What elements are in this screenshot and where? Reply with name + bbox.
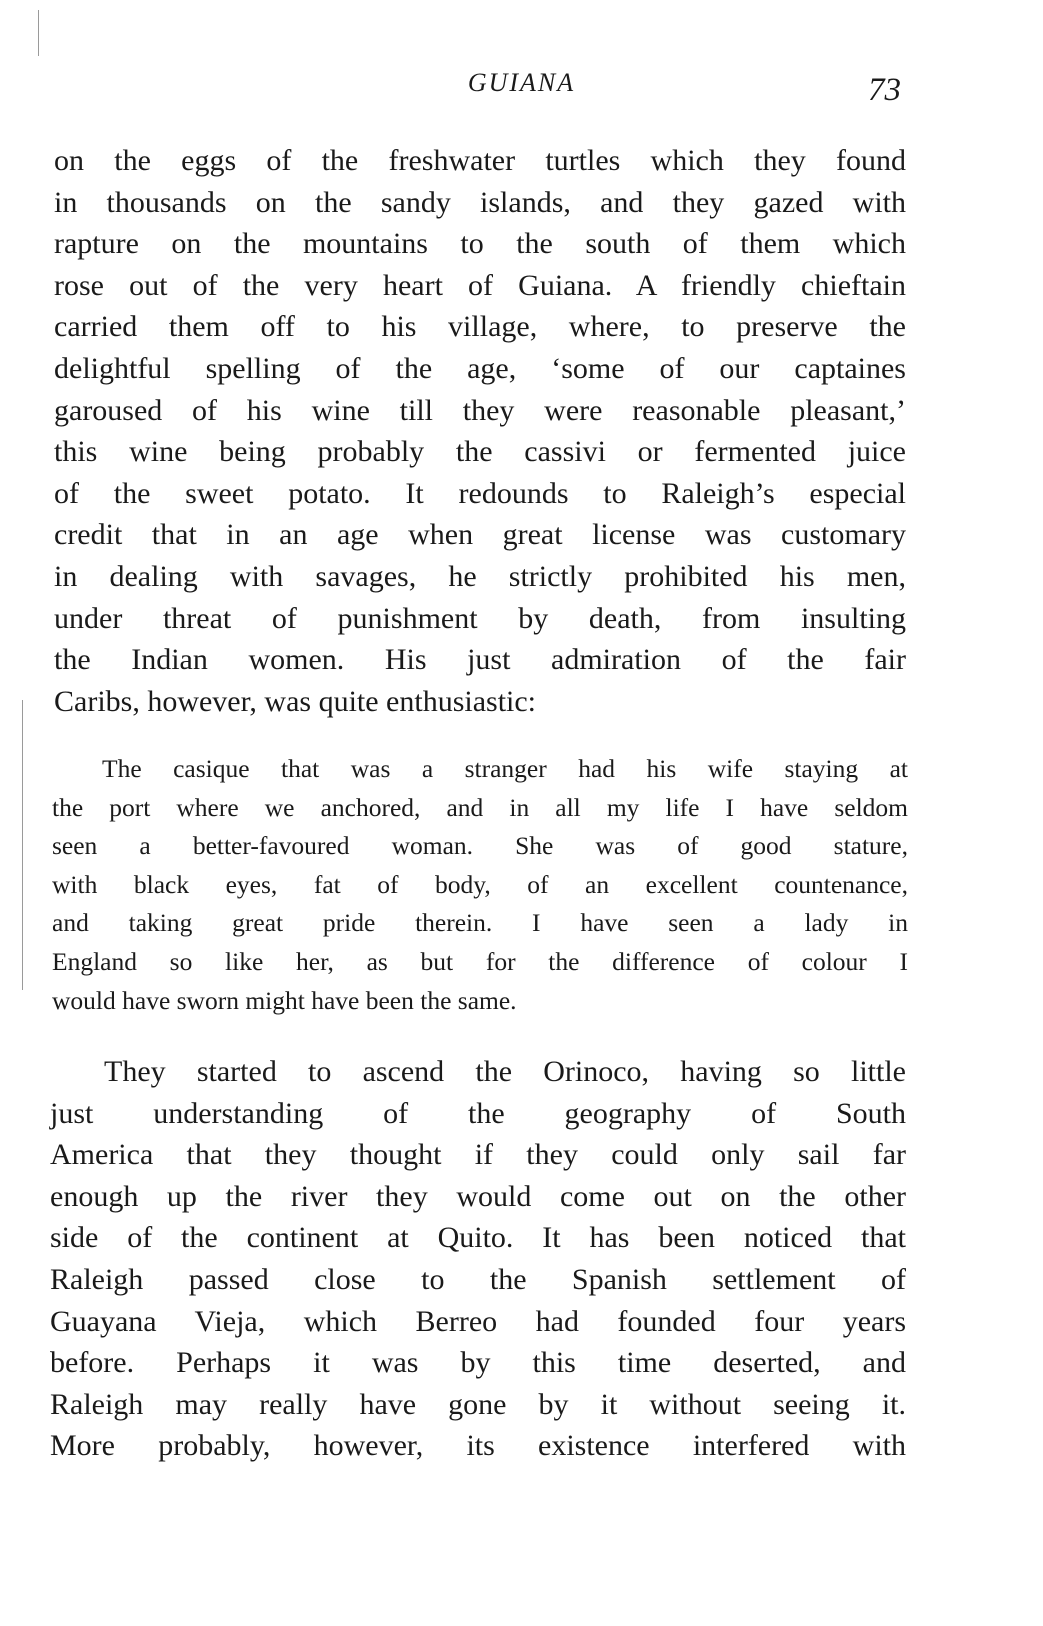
quote-line: with black eyes, fat of body, of an excellent countenance,	[52, 869, 908, 899]
text-line: More probably, however, its existence interfered with	[50, 1429, 906, 1463]
text-line: enough up the river they would come out on the other	[50, 1179, 906, 1213]
paragraph-2	[50, 1051, 906, 1467]
text-line: in dealing with savages, he strictly prohibited his men,	[54, 559, 906, 593]
text-line: in thousands on the sandy islands, and they gazed with	[54, 185, 906, 219]
text-line: carried them off to his village, where, to preserve the	[54, 310, 906, 344]
text-line: rapture on the mountains to the south of them which	[54, 227, 906, 261]
block-quotation	[52, 750, 908, 1020]
quote-line: seen a better-favoured woman. She was of good stature,	[52, 831, 908, 861]
quote-line: the port where we anchored, and in all my life I have seldom	[52, 792, 908, 822]
text-line: on the eggs of the freshwater turtles which they found	[54, 144, 906, 177]
text-line: before. Perhaps it was by this time deserted, and	[50, 1346, 906, 1380]
page-number: 73	[868, 72, 901, 108]
quote-line: would have sworn might have been the same.	[52, 985, 517, 1015]
text-line: side of the continent at Quito. It has been noticed that	[50, 1221, 906, 1255]
text-line: Guayana Vieja, which Berreo had founded four years	[50, 1304, 906, 1338]
text-line: delightful spelling of the age, ‘some of our captaines	[54, 351, 906, 385]
text-line: America that they thought if they could only sail far	[50, 1138, 906, 1172]
text-line: Caribs, however, was quite enthusiastic:	[54, 684, 537, 718]
binding-mark	[22, 700, 23, 990]
text-line: Raleigh passed close to the Spanish settlement of	[50, 1262, 906, 1296]
binding-mark	[38, 10, 39, 56]
quote-line: England so like her, as but for the difference of colour I	[52, 946, 908, 976]
text-line: rose out of the very heart of Guiana. A friendly chieftain	[54, 268, 906, 302]
quote-line: and taking great pride therein. I have seen a lady in	[52, 908, 908, 938]
text-line: the Indian women. His just admiration of the fair	[54, 643, 906, 677]
quote-line: The casique that was a stranger had his wife staying at	[102, 754, 908, 783]
text-line: garoused of his wine till they were reasonable pleasant,’	[54, 393, 906, 427]
paragraph-1	[54, 140, 906, 722]
running-title: GUIANA	[467, 68, 576, 97]
text-line: of the sweet potato. It redounds to Raleigh’s especial	[54, 476, 906, 510]
running-head	[0, 68, 1043, 108]
text-line: this wine being probably the cassivi or fermented juice	[54, 435, 906, 469]
text-line: Raleigh may really have gone by it without seeing it.	[50, 1387, 906, 1421]
text-line: under threat of punishment by death, from insulting	[54, 601, 906, 635]
text-line: They started to ascend the Orinoco, having so little	[104, 1055, 906, 1088]
text-line: credit that in an age when great license was customary	[54, 518, 906, 552]
text-line: just understanding of the geography of South	[50, 1096, 906, 1130]
